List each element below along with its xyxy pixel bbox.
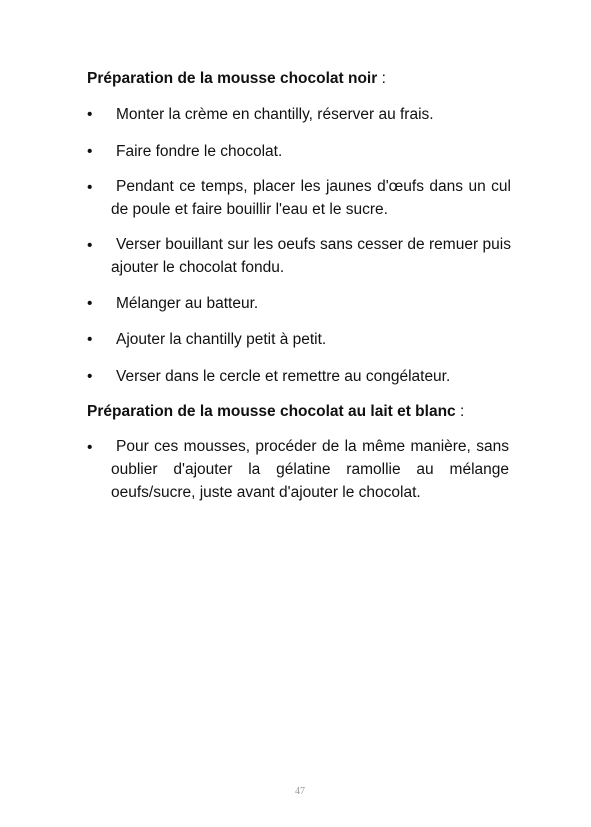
list-item bbox=[111, 435, 509, 504]
list-item bbox=[111, 292, 511, 315]
bullet-icon: • bbox=[87, 106, 93, 123]
list-item-text: Pour ces mousses, procéder de la même manière, sans oublier d'ajouter la gélatine ramollie au mélange oeufs/sucre, juste avant d'ajouter le chocolat. bbox=[111, 438, 509, 501]
list-item-text: Verser dans le cercle et remettre au congélateur. bbox=[116, 368, 451, 385]
list-item bbox=[111, 365, 511, 388]
list-item-text: Mélanger au batteur. bbox=[116, 295, 259, 312]
list-item bbox=[111, 233, 511, 279]
list-item bbox=[111, 328, 511, 351]
heading-suffix: : bbox=[455, 403, 465, 420]
bullet-icon: • bbox=[87, 179, 93, 196]
bullet-icon: • bbox=[87, 237, 93, 254]
list-item-text: Verser bouillant sur les oeufs sans cesser de remuer puis ajouter le chocolat fondu. bbox=[111, 236, 511, 276]
bullet-icon: • bbox=[87, 143, 93, 160]
list-item bbox=[111, 175, 511, 221]
section-heading-dark-chocolate bbox=[87, 69, 386, 89]
bullet-icon: • bbox=[87, 439, 93, 456]
section-heading-milk-white-chocolate bbox=[87, 402, 464, 422]
bullet-icon: • bbox=[87, 368, 93, 385]
list-item-text: Faire fondre le chocolat. bbox=[116, 143, 283, 160]
heading-suffix: : bbox=[377, 70, 386, 87]
heading-bold-text: Préparation de la mousse chocolat noir bbox=[87, 70, 378, 87]
page-number: 47 bbox=[295, 786, 305, 797]
bullet-icon: • bbox=[87, 295, 93, 312]
list-item bbox=[111, 140, 511, 163]
list-item-text: Ajouter la chantilly petit à petit. bbox=[116, 331, 327, 348]
list-item bbox=[111, 103, 511, 126]
heading-bold-text: Préparation de la mousse chocolat au lait et blanc bbox=[87, 403, 456, 420]
list-item-text: Monter la crème en chantilly, réserver au frais. bbox=[116, 106, 434, 123]
list-item-text: Pendant ce temps, placer les jaunes d'œufs dans un cul de poule et faire bouillir l'eau et le sucre. bbox=[111, 178, 511, 218]
bullet-icon: • bbox=[87, 331, 93, 348]
